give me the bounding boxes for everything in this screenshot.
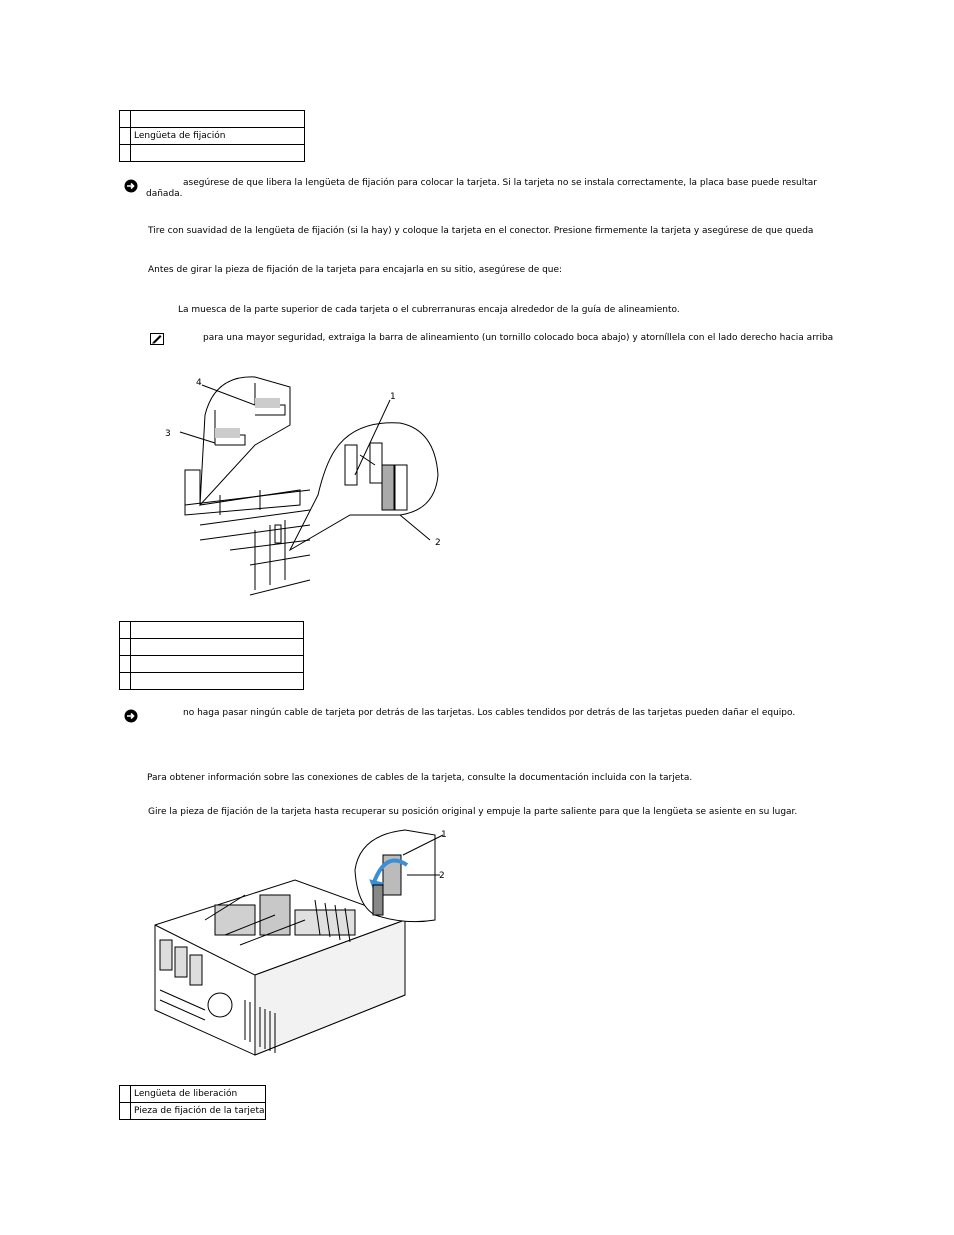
callout-number	[120, 639, 131, 656]
callout-number	[120, 1086, 131, 1103]
bullet-text: La muesca de la parte superior de cada tarjeta o el cubrerranuras encaja alrededor de la guía de alineamiento.	[178, 305, 680, 315]
callout-number	[120, 1103, 131, 1120]
callout-label	[131, 111, 305, 128]
callout-table-2	[119, 621, 304, 690]
table-row	[120, 128, 305, 145]
figure-callout: 3	[165, 429, 171, 439]
notice-icon	[124, 179, 138, 193]
table-row	[120, 111, 305, 128]
callout-label	[131, 639, 304, 656]
callout-number	[120, 111, 131, 128]
figure-callout: 1	[441, 830, 447, 840]
figure-callout: 2	[439, 871, 445, 881]
callout-label: Lengüeta de fijación	[131, 128, 305, 145]
callout-table-1	[119, 110, 305, 162]
computer-retention-figure	[145, 825, 455, 1065]
step-text: Gire la pieza de fijación de la tarjeta hasta recuperar su posición original y empuje la parte saliente para que la lengüeta se asiente en su lugar.	[148, 807, 798, 817]
notice-text-line-2: dañada.	[146, 189, 183, 199]
callout-label	[131, 673, 304, 690]
table-row	[120, 673, 304, 690]
table-row	[120, 656, 304, 673]
callout-number	[120, 656, 131, 673]
note-icon	[150, 333, 164, 345]
figure-callout: 2	[435, 538, 441, 548]
step-text: Tire con suavidad de la lengüeta de fijación (si la hay) y coloque la tarjeta en el conector. Presione firmemente la tarjeta y asegúrese de que queda	[148, 226, 814, 236]
notice-icon	[124, 709, 138, 723]
figure-callout: 1	[390, 392, 396, 402]
note-text: para una mayor seguridad, extraiga la barra de alineamiento (un tornillo colocado boca abajo) y atorníllela con el lado derecho hacia arriba	[203, 333, 834, 343]
callout-table-3	[119, 1085, 266, 1120]
step-text: Para obtener información sobre las conexiones de cables de la tarjeta, consulte la documentación incluida con la tarjeta.	[147, 773, 693, 783]
callout-label	[131, 622, 304, 639]
table-row	[120, 622, 304, 639]
callout-number	[120, 145, 131, 162]
callout-label: Lengüeta de liberación	[131, 1086, 266, 1103]
notice-text: no haga pasar ningún cable de tarjeta por detrás de las tarjetas. Los cables tendidos por detrás de las tarjetas pueden dañar el equipo.	[183, 708, 796, 718]
callout-number	[120, 622, 131, 639]
table-row	[120, 1103, 266, 1120]
notice-text-line-1: asegúrese de que libera la lengüeta de fijación para colocar la tarjeta. Si la tarjeta no se instala correctamente, la placa base puede resultar	[183, 178, 817, 188]
alignment-guide-figure	[160, 365, 450, 605]
table-row	[120, 1086, 266, 1103]
callout-label	[131, 145, 305, 162]
step-text: Antes de girar la pieza de fijación de la tarjeta para encajarla en su sitio, asegúrese de que:	[148, 265, 563, 275]
callout-number	[120, 128, 131, 145]
figure-callout: 4	[196, 378, 202, 388]
callout-label	[131, 656, 304, 673]
table-row	[120, 145, 305, 162]
table-row	[120, 639, 304, 656]
callout-label: Pieza de fijación de la tarjeta	[131, 1103, 266, 1120]
callout-number	[120, 673, 131, 690]
